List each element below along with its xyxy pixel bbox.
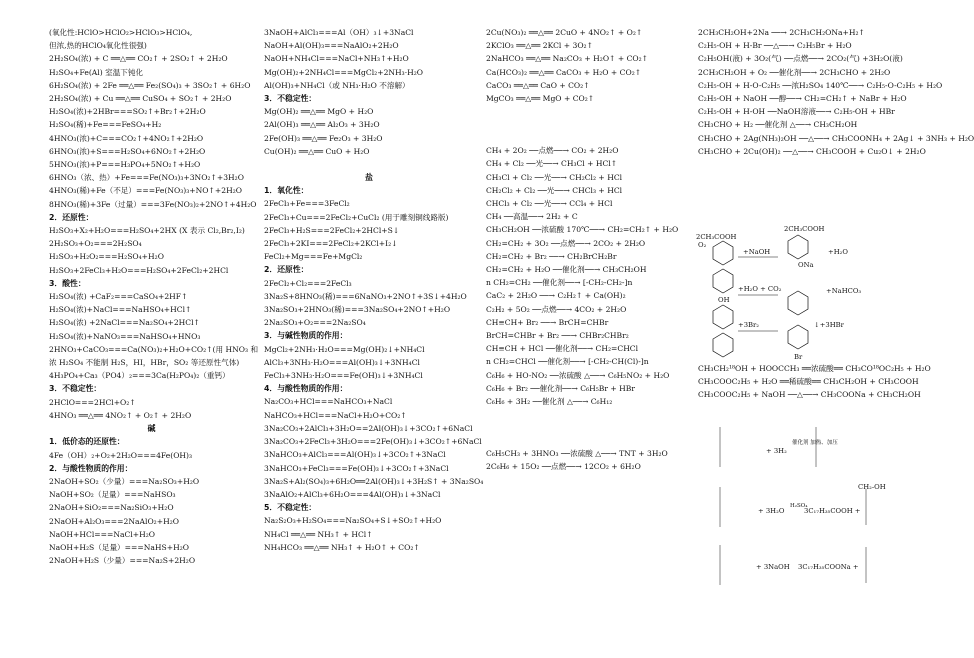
equation-line: CH₃CHO + 2Cu(OH)₂ ──△──→ CH₃COOH + Cu₂O↓ + 2H₂O [698,146,926,156]
equation-line: 2NaOH+SiO₂===Na₂SiO₃+H₂O [49,503,174,513]
label-br2: +3Br₂ [738,321,759,329]
equation-line: 3NaHCO₃+AlCl₃===Al(OH)₃↓+3CO₂↑+3NaCl [264,450,446,460]
label-ona: ONa [798,261,814,269]
equation-heading: 5．不稳定性： [264,503,317,513]
equation-line: CH₂Cl₂ + Cl₂ ──光──→ CHCl₃ + HCl [486,185,623,195]
label-o2: O₂ [698,241,707,249]
equation-line: C₂H₂ + 5O₂ ──点燃──→ 4CO₂ + 2H₂O [486,304,627,314]
equation-line: CaC₂ + 2H₂O ──→ C₂H₂↑ + Ca(OH)₂ [486,291,626,301]
label-sodium-stearate: 3C₁₇H₃₅COONa + [798,563,859,571]
equation-heading: 3．不稳定性： [264,94,317,104]
equation-line: FeCl₃+3NH₃·H₂O===Fe(OH)₃↓+3NH₄Cl [264,371,423,381]
equation-line: H₂SO₄+Fe(Al) 室温下钝化 [49,67,144,77]
equation-line: 2FeCl₃+2KI===2FeCl₂+2KCl+I₂↓ [264,239,398,249]
equation-heading: 1．氧化性： [264,186,309,196]
equation-line: 浓 H₂SO₄ 不能制 H₂S，HI，HBr，SO₂ 等还原性气体) [49,358,240,368]
phenol-reaction-diagram [696,225,931,637]
equation-line: 2H₂SO₃+O₂===2H₂SO₄ [49,239,142,249]
equation-line: 8HNO₃(稀)+3Fe（过量）===3Fe(NO₃)₂+2NO↑+4H₂O [49,199,257,209]
equation-heading: 1．低价态的还原性： [49,437,125,447]
equation-line: NH₄Cl ══△══ NH₃↑ + HCl↑ [264,529,373,539]
equation-line: H₂SO₄(浓) +2NaCl===Na₂SO₄+2HCl↑ [49,318,200,328]
equation-line: 2Cu(NO₃)₂ ══△══ 2CuO + 4NO₂↑ + O₂↑ [486,28,643,37]
equation-line: 2Al(OH)₃ ══△══ Al₂O₃ + 3H₂O [264,120,380,130]
equation-line: 2NaOH+SO₂（少量）===Na₂SO₃+H₂O [49,476,200,486]
label-fat-h2: + 3H₂ [766,447,787,455]
equation-line: H₂SO₄(浓)+2HBr===SO₂↑+Br₂↑+2H₂O [49,107,206,117]
equation-heading: 3．酸性： [49,278,86,288]
equation-line: CH₂=CH₂ + H₂O ──催化剂──→ CH₃CH₂OH [486,265,647,275]
equation-line: CH≡CH + HCl ──催化剂──→ CH₂=CHCl [486,344,639,354]
equation-line: NaHCO₃+HCl===NaCl+H₂O+CO₂↑ [264,410,407,420]
equation-line: H₂SO₃+X₂+H₂O===H₂SO₄+2HX (X 表示 Cl₂,Br₂,I₂) [49,226,245,236]
equation-line: 3Na₂CO₃+2AlCl₃+3H₂O==2Al(OH)₃↓+3CO₂↑+6NaCl [264,423,473,433]
equation-blank [486,434,686,447]
equation-line: CH₃CH₂¹⁸OH + HOOCCH₃ ══浓硫酸══ CH₃CO¹⁸OC₂H₅ + H₂O [698,364,931,373]
equation-line: H₂SO₄(浓) +CaF₂===CaSO₄+2HF↑ [49,292,188,302]
equation-line: 3Na₂SO₃+2HNO₃(稀)===3Na₂SO₄+2NO↑+H₂O [264,305,451,315]
label-ch3cooh: 2CH₃COOH [696,233,737,241]
label-fat-catalyst: 催化剂 加热、加压 [792,440,838,446]
label-fat-naoh: + 3NaOH [756,563,790,571]
equation-line: 2CH₃CH₂OH+2Na ──→ 2CH₃CH₂ONa+H₂↑ [698,28,865,37]
equation-line: C₆H₆ + HO-NO₂ ──浓硫酸 △──→ C₆H₅NO₂ + H₂O [486,370,670,380]
equation-line: FeCl₂+Mg===Fe+MgCl₂ [264,252,363,262]
equation-line: 2FeCl₃+Cu===2FeCl₂+CuCl₂ (用于雕刻铜线路版) [264,212,449,222]
equation-line: C₆H₅CH₃ + 3HNO₃ ──浓硫酸 △──→ TNT + 3H₂O [486,449,668,459]
equation-line: C₂H₅-OH + H-OH ──NaOH溶液──→ C₂H₅-OH + HBr [698,107,895,117]
equation-line: CH₄ + Cl₂ ──光──→ CH₃Cl + HCl↑ [486,159,618,169]
label-h2o: +H₂O [828,248,848,256]
label-hbr: ↓+3HBr [814,321,844,329]
equation-line: 2FeCl₃+H₂S===2FeCl₂+2HCl+S↓ [264,225,400,235]
equation-line: NH₄HCO₃ ══△══ NH₃↑ + H₂O↑ + CO₂↑ [264,542,420,552]
label-naoh: +NaOH [743,248,771,256]
column-1 [49,26,259,567]
equation-line: H₂SO₃+H₂O₂===H₂SO₄+H₂O [49,252,164,262]
equation-heading: 2．还原性： [49,212,94,222]
equation-line: H₂SO₃+2FeCl₃+H₂O===H₂SO₄+2FeCl₂+2HCl [49,265,229,275]
equation-blank [486,105,686,118]
equation-line: 2Fe(OH)₃ ══△══ Fe₂O₃ + 3H₂O [264,133,383,143]
equation-line: C₂H₅-OH + H-O-C₂H₅ ──浓H₂SO₄ 140℃──→ C₂H₅-O-C₂H₅ + H₂O [698,80,943,90]
equation-heading: 2．与酸性物质的作用： [49,463,133,473]
equation-heading: 3．与碱性物质的作用： [264,331,348,341]
equation-line: 2NaHCO₃ ══△══ Na₂CO₃ + H₂O↑ + CO₂↑ [486,54,649,64]
equation-line: 2CH₃CH₂OH + O₂ ──催化剂──→ 2CH₃CHO + 2H₂O [698,67,891,77]
equation-line: (氧化性:HClO>HClO₂>HClO₃>HClO₄, [49,28,193,37]
equation-line: 2Na₂SO₃+O₂===2Na₂SO₄ [264,318,366,328]
equation-line: 2HNO₃+CaCO₃===Ca(NO₃)₂+H₂O+CO₂↑(用 HNO₃ 和 [49,344,259,354]
equation-line: C₂H₅-OH + NaOH ──醇──→ CH₂=CH₂↑ + NaBr + H₂O [698,94,907,104]
equation-line: Na₂S₂O₃+H₂SO₄===Na₂SO₄+S↓+SO₂↑+H₂O [264,516,442,526]
equation-line: 3NaOH+AlCl₃===Al（OH）₃↓+3NaCl [264,28,414,37]
equation-line: MgCO₃ ══△══ MgO + CO₂↑ [486,94,595,104]
equation-line: CH₃CH₂OH ──浓硫酸 170℃──→ CH₂=CH₂↑ + H₂O [486,225,679,235]
equation-line: 4H₃PO₄+Ca₃（PO4）₂===3Ca(H₂PO₄)₂（重钙） [49,371,230,381]
equation-heading: 3．不稳定性： [49,384,102,394]
equation-line: CH₃CHO + H₂ ──催化剂 △──→ CH₃CH₂OH [698,120,858,130]
equation-line: H₂SO₄(浓)+NaCl===NaHSO₄+HCl↑ [49,305,192,315]
equation-line: Ca(HCO₃)₂ ══△══ CaCO₃ + H₂O + CO₂↑ [486,67,642,77]
equation-line: 3Na₂S+8HNO₃(稀)===6NaNO₃+2NO↑+3S↓+4H₂O [264,291,467,301]
phenol-structures [696,225,931,637]
equation-line: NaOH+SO₂（足量）===NaHSO₃ [49,490,176,500]
column-3 [486,26,686,474]
equation-line: 2NaOH+Al₂O₃===2NaAlO₂+H₂O [49,516,179,526]
equation-line: 3NaAlO₂+AlCl₃+6H₂O===4Al(OH)₃↓+3NaCl [264,489,441,499]
equation-line: CH₃COOC₂H₅ + NaOH ──△──→ CH₃COONa + CH₃CH₂OH [698,390,921,400]
equation-line: CaCO₃ ══△══ CaO + CO₂↑ [486,80,590,90]
label-oh: OH [718,296,730,304]
label-glycerol: CH₂-OH [858,483,886,491]
equation-line: CH₃COOC₂H₅ + H₂O ══稀硫酸══ CH₃CH₂OH + CH₃COOH [698,377,919,387]
equation-line: Na₂CO₃+HCl===NaHCO₃+NaCl [264,397,393,407]
equation-line: n CH₂=CH₂ ──催化剂──→ [-CH₂-CH₂-]n [486,278,633,288]
equation-line: 2FeCl₂+Cl₂===2FeCl₃ [264,278,352,288]
column-2 [264,26,484,554]
equation-line: 2C₆H₆ + 15O₂ ──点燃──→ 12CO₂ + 6H₂O [486,462,641,472]
equation-line: CH₄ ──高温──→ 2H₂ + C [486,212,578,222]
equation-line: CH₃CHO + 2Ag(NH₃)₂OH ──△──→ CH₃COONH₄ + 2Ag↓ + 3NH₃ + H₂O [698,133,974,143]
label-ch3cooh-2: 2CH₃COOH [784,225,825,233]
equation-blank [486,408,686,421]
equation-heading: 盐 [365,173,373,183]
equation-line: AlCl₃+3NH₃·H₂O===Al(OH)₃↓+3NH₄Cl [264,357,420,367]
equation-line: Al(OH)₃+NH₄Cl（或 NH₃·H₂O 不溶解） [264,80,410,90]
equation-line: NaOH+HCl===NaCl+H₂O [49,529,155,539]
equation-blank [264,158,474,171]
equation-line: CH≡CH+ Br₂ ──→ BrCH=CHBr [486,317,609,327]
equation-line: 2H₂SO₄(浓) + C ══△══ CO₂↑ + 2SO₂↑ + 2H₂O [49,54,228,64]
equation-line: 2NaOH+H₂S（少量）===Na₂S+2H₂O [49,556,196,566]
equation-line: 2HClO===2HCl+O₂↑ [49,397,136,407]
label-fat-h2o: + 3H₂O [758,507,785,515]
equation-line: CH₄ + 2O₂ ──点燃──→ CO₂ + 2H₂O [486,146,619,156]
equation-line: 3NaHCO₃+FeCl₃===Fe(OH)₃↓+3CO₂↑+3NaCl [264,463,449,473]
equation-heading: 碱 [147,424,156,434]
equation-line: NaOH+Al(OH)₃===NaAlO₂+2H₂O [264,41,399,51]
equation-blank [486,118,686,131]
equation-line: C₂H₅OH(液) + 3O₂(气) ──点燃──→ 2CO₂(气) +3H₂O(液) [698,54,903,64]
equation-line: C₆H₆ + 3H₂ ──催化剂 △──→ C₆H₁₂ [486,397,613,407]
equation-line: 4HNO₃ ══△══ 4NO₂↑ + O₂↑ + 2H₂O [49,410,192,420]
equation-line: C₂H₅-OH + H-Br ──△──→ C₂H₅Br + H₂O [698,41,852,51]
equation-line: 3Na₂S+Al₂(SO₄)₃+6H₂O══2Al(OH)₃↓+3H₂S↑ + 3Na₂SO₄ [264,476,484,486]
equation-line: Cu(OH)₂ ══△══ CuO + H₂O [264,146,370,156]
equation-blank [486,131,686,144]
equation-line: CH₂=CH₂ + 3O₂ ──点燃──→ 2CO₂ + 2H₂O [486,238,646,248]
equation-line: H₂SO₄(浓)+NaNO₃===NaHSO₄+HNO₃ [49,331,201,341]
equation-line: C₆H₆ + Br₂ ──催化剂──→ C₆H₅Br + HBr [486,383,635,393]
equation-line: NaOH+NH₄Cl===NaCl+NH₃↑+H₂O [264,54,409,64]
equation-line: MgCl₂+2NH₃·H₂O===Mg(OH)₂↓+NH₄Cl [264,344,425,354]
column-4 [698,26,974,158]
equation-line: 6HNO₃(浓)+S===H₂SO₄+6NO₂↑+2H₂O [49,146,206,156]
equation-line: 2H₂SO₄(浓) + Cu ══△══ CuSO₄ + SO₂↑ + 2H₂O [49,94,232,104]
equation-line: 但浓,热的HClO₄氧化性很强) [49,41,147,51]
label-br: Br [794,353,803,361]
equation-heading: 2．还原性： [264,265,309,275]
label-fat-acid: H₂SO₄ [790,503,808,509]
equation-blank [486,421,686,434]
equation-line: BrCH=CHBr + Br₂ ──→ CHBr₂CHBr₂ [486,331,629,341]
equation-line: 6HNO₃（浓、热）+Fe===Fe(NO₃)₃+3NO₂↑+3H₂O [49,173,244,183]
equation-line: CHCl₃ + Cl₂ ──光──→ CCl₄ + HCl [486,199,613,209]
equation-line: Mg(OH)₂+2NH₄Cl===MgCl₂+2NH₃·H₂O [264,67,424,77]
equation-line: 3Na₂CO₃+2FeCl₃+3H₂O===2Fe(OH)₃↓+3CO₂↑+6NaCl [264,437,482,447]
equation-line: 6H₂SO₄(浓) + 2Fe ══△══ Fe₂(SO₄)₃ + 3SO₂↑ + 6H₂O [49,80,251,90]
equation-line: 4HNO₃(浓)+C===CO₂↑+4NO₂↑+2H₂O [49,133,204,143]
label-nahco3: +NaHCO₃ [826,287,862,295]
equation-line: Mg(OH)₂ ══△══ MgO + H₂O [264,107,374,117]
equation-line: CH₂=CH₂ + Br₂ ──→ CH₂BrCH₂Br [486,251,617,261]
equation-line: CH₃Cl + Cl₂ ──光──→ CH₂Cl₂ + HCl [486,172,623,182]
equation-line: NaOH+H₂S（足量）===NaHS+H₂O [49,542,189,552]
equation-line: 2KClO₃ ══△══ 2KCl + 3O₂↑ [486,41,593,51]
equation-line: 4Fe（OH）₂+O₂+2H₂O===4Fe(OH)₃ [49,450,193,460]
equation-line: H₂SO₄(稀)+Fe===FeSO₄+H₂ [49,120,162,130]
equation-line: n CH₂=CHCl ──催化剂──→ [-CH₂-CH(Cl)-]n [486,357,649,367]
equation-heading: 4．与酸性物质的作用： [264,384,348,394]
label-stearic-acid: 3C₁₇H₃₅COOH + [804,507,861,515]
equation-line: 4HNO₃(稀)+Fe（不足）===Fe(NO₃)₃+NO↑+2H₂O [49,186,242,196]
equation-line: 5HNO₃(浓)+P===H₃PO₄+5NO₂↑+H₂O [49,160,201,170]
label-h2o-co2: +H₂O + CO₂ [738,285,782,293]
equation-line: 2FeCl₃+Fe===3FeCl₂ [264,199,350,209]
